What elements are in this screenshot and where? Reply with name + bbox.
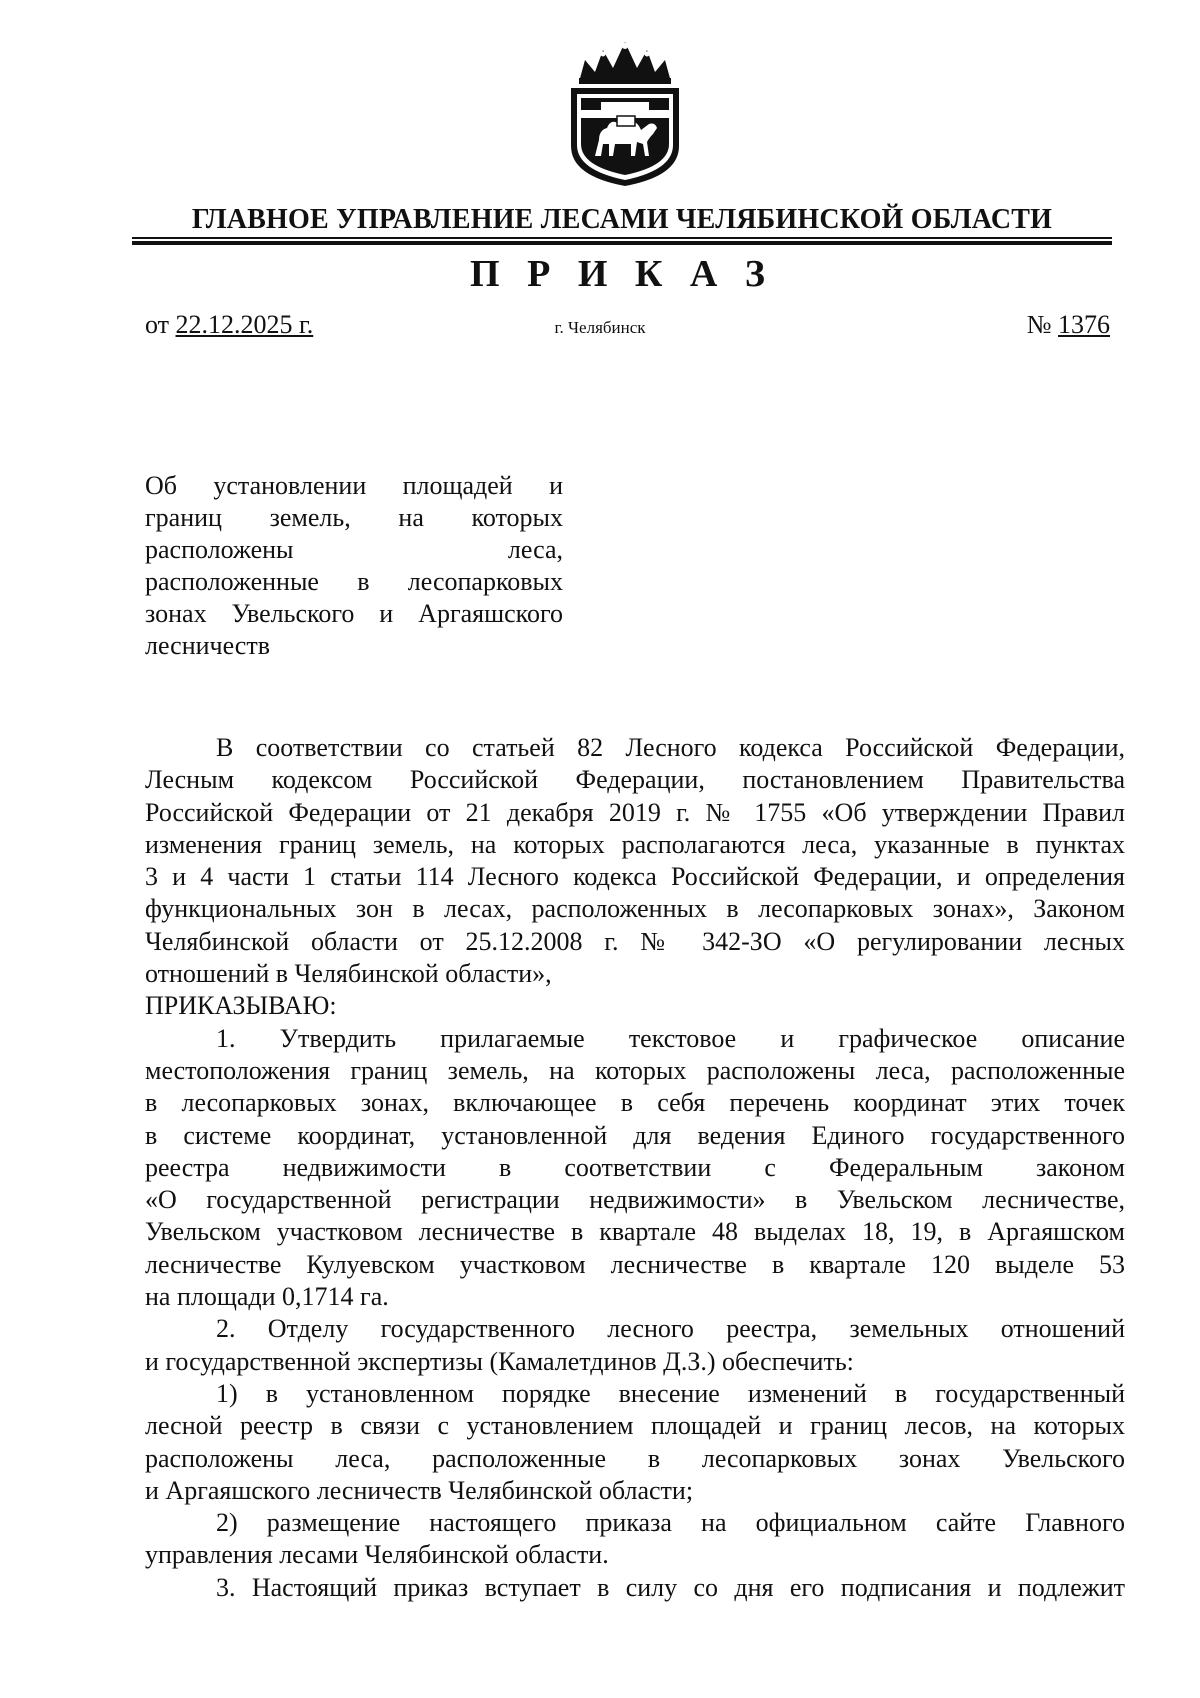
body-line: В соответствии со статьей 82 Лесного кодекса Российской Федерации, [216,733,1125,762]
header-rule-thick [132,241,1112,245]
subject-line: расположены леса, [145,535,563,564]
body-line: Лесным кодексом Российской Федерации, постановлением Правительства [145,765,1125,795]
body-line: лесной реестр в связи с установлением площадей и границ лесов, на которых [145,1411,1125,1441]
order-number [1027,310,1110,340]
body-line-order-word: ПРИКАЗЫВАЮ: [145,991,337,1021]
number-value: 1376 [1058,310,1110,339]
body-line: Челябинской области от 25.12.2008 г. № 342-ЗО «О регулировании лесных [145,926,1125,956]
body-line-subitem-1: 1) в установленном порядке внесение изменений в государственный [216,1378,1125,1408]
order-body [145,732,1125,1604]
chelyabinsk-coat-of-arms-icon [565,38,685,188]
body-line: функциональных зон в лесах, расположенных в лесопарковых зонах», Законом [145,894,1125,924]
body-line: на площади 0,1714 га. [145,1282,389,1312]
body-line-subitem-2: 2) размещение настоящего приказа на официальном сайте Главного [216,1508,1125,1538]
organization-name: ГЛАВНОЕ УПРАВЛЕНИЕ ЛЕСАМИ ЧЕЛЯБИНСКОЙ ОБЛАСТИ [191,204,1053,235]
subject-line: расположенные в лесопарковых [145,567,563,596]
subject-line: лесничеств [145,631,270,660]
body-line: отношений в Челябинской области», [145,959,552,989]
document-type-title: П Р И К А З [470,253,774,295]
body-line: реестра недвижимости в соответствии с Федеральным законом [145,1152,1125,1182]
body-line: в системе координат, установленной для ведения Единого государственного [145,1120,1125,1150]
subject-line: зонах Увельского и Аргаяшского [145,599,563,628]
body-line: и государственной экспертизы (Камалетдинов Д.З.) обеспечить: [145,1346,854,1376]
number-prefix: № [1026,310,1052,339]
body-line: лесничестве Кулуевском участковом лесничестве в квартале 120 выделе 53 [145,1249,1125,1279]
body-line: расположены леса, расположенные в лесопарковых зонах Увельского [145,1443,1125,1473]
body-line: управления лесами Челябинской области. [145,1540,609,1570]
subject-line: границ земель, на которых [145,503,563,532]
city: г. Челябинск [554,318,646,337]
body-line-item-3: 3. Настоящий приказ вступает в силу со дня его подписания и подлежит [216,1572,1125,1602]
body-line: Российской Федерации от 21 декабря 2019 г. № 1755 «Об утверждении Правил [145,797,1125,827]
body-line-item-1: 1. Утвердить прилагаемые текстовое и графическое описание [216,1023,1125,1053]
body-line: Увельском участковом лесничестве в квартале 48 выделах 18, 19, в Аргаяшском [145,1217,1125,1247]
body-line: и Аргаяшского лесничеств Челябинской области; [145,1475,694,1505]
body-line-item-2: 2. Отделу государственного лесного реестра, земельных отношений [216,1314,1125,1344]
subject-line: Об установлении площадей и [145,471,563,500]
order-subject [145,470,563,662]
body-line: изменения границ земель, на которых располагаются леса, указанные в пунктах [145,829,1125,859]
body-line: местоположения границ земель, на которых расположены леса, расположенные [145,1055,1125,1085]
date-prefix: от [145,310,170,339]
body-line: 3 и 4 части 1 статьи 114 Лесного кодекса Российской Федерации, и определения [145,862,1125,892]
body-line: в лесопарковых зонах, включающее в себя перечень координат этих точек [145,1088,1125,1118]
body-line: «О государственной регистрации недвижимости» в Увельском лесничестве, [145,1185,1125,1215]
header-rule-thin [132,237,1112,239]
date-value: 22.12.2025 г. [175,310,314,339]
